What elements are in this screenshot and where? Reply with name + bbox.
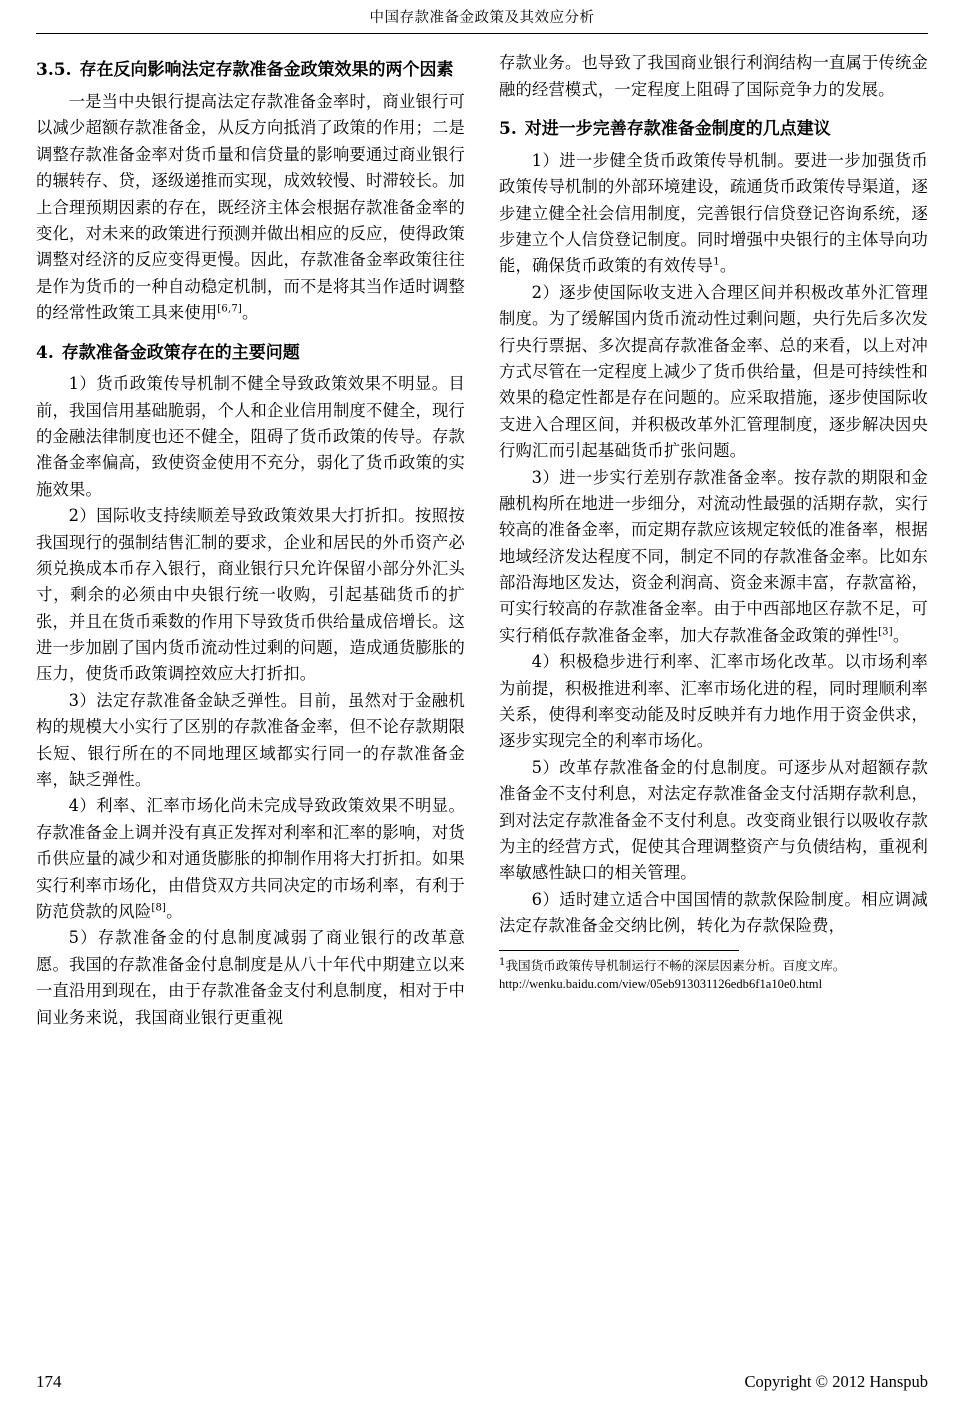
- left-column: [36, 50, 465, 1031]
- heading-3-5: [36, 58, 465, 83]
- two-column-body: [36, 50, 928, 1031]
- heading-3-5-number: 3.5.: [36, 60, 72, 81]
- heading-4: [36, 341, 465, 366]
- footnote-rule: [499, 950, 739, 951]
- paragraph-continuation: 存款业务。也导致了我国商业银行利润结构一直属于传统金融的经营模式，一定程度上阻碍了国际竞争力的发展。: [499, 53, 928, 99]
- list-item: [499, 280, 928, 465]
- heading-5: [499, 117, 928, 142]
- item-label: 4）: [68, 796, 97, 816]
- list-item: [36, 688, 465, 794]
- paragraph-3-5-text: 一是当中央银行提高法定存款准备金率时，商业银行可以减少超额存款准备金，从反方向抵消了政策的作用；二是调整存款准备金率对货币量和信贷量的影响要通过商业银行的辗转存、贷，逐级递推而实现，成效较慢、时滞较长。加上合理预期因素的存在，既经济主体会根据存款准备金率的变化，对未来的政策进行预测并做出相应的反应，使得政策调整对经济的反应变得更慢。因此，存款准备金率政策往往是作为货币的一种自动稳定机制，而不是将其当作适时调整的经常性政策工具来使用: [36, 92, 465, 323]
- item-text: 利率、汇率市场化尚未完成导致政策效果不明显。存款准备金上调并没有真正发挥对利率和汇率的影响，对货币供应量的减少和对通货膨胀的抑制作用将大打折扣。如果实行利率市场化，由借贷双方共同决定的市场利率，有利于防范贷款的风险: [36, 796, 466, 921]
- item-text: 适时建立适合中国国情的款款保险制度。相应调减法定存款准备金交纳比例，转化为存款保险费，: [499, 889, 929, 936]
- heading-5-title: 对进一步完善存款准备金制度的几点建议: [524, 119, 831, 140]
- list-item: [36, 793, 465, 925]
- list-item: [499, 649, 928, 755]
- list-item: [36, 371, 465, 503]
- header-rule: [36, 33, 928, 34]
- list-item: [499, 148, 928, 280]
- item-text: 积极稳步进行利率、汇率市场化改革。以市场利率为前提，积极推进利率、汇率市场化进的程，同时理顺利率关系，使得利率变动能及时反映并有力地作用于资金供求，逐步实现完全的利率市场化。: [499, 652, 929, 751]
- footnote-number: 1: [499, 956, 506, 968]
- paragraph-3-5: [36, 89, 465, 327]
- item-citation: [3]: [878, 626, 893, 638]
- heading-5-number: 5.: [499, 119, 517, 140]
- item-text: 逐步使国际收支进入合理区间并积极改革外汇管理制度。为了缓解国内货币流动性过剩问题，央行先后多次发行央行票据、多次提高存款准备金率、总的来看，以上对冲方式尽管在一定程度上减少了货币供给量，但是可持续性和效果的稳定性都是存在问题的。应采取措施，逐步使国际收支进入合理区间，并积极改革外汇管理制度，逐步解决因央行购汇而引起基础货币扩张问题。: [499, 282, 929, 461]
- item-label: 3）: [531, 467, 560, 487]
- item-text: 货币政策传导机制不健全导致政策效果不明显。目前，我国信用基础脆弱，个人和企业信用制度不健全，现行的金融法律制度也还不健全，阻碍了货币政策的传导。存款准备金率偏高，致使资金使用不充分，弱化了货币政策的实施效果。: [36, 374, 466, 499]
- running-head: 中国存款准备金政策及其效应分析: [369, 10, 595, 26]
- item-label: 6）: [531, 889, 560, 909]
- heading-4-number: 4.: [36, 342, 54, 363]
- page-number: 174: [36, 1372, 62, 1391]
- heading-3-5-title: 存在反向影响法定存款准备金政策效果的两个因素: [79, 60, 454, 81]
- item-text: 进一步健全货币政策传导机制。要进一步加强货币政策传导机制的外部环境建设，疏通货币政策传导渠道，逐步建立健全社会信用制度，完善银行信贷登记咨询系统，逐步建立个人信贷登记制度。同时增强中央银行的主体导向功能，确保货币政策的有效传导: [499, 150, 929, 276]
- item-tail: 。: [166, 902, 183, 921]
- footnote-marker: 1: [713, 256, 720, 268]
- item-label: 5）: [68, 928, 98, 948]
- list-item: [499, 887, 928, 940]
- right-column: [499, 50, 928, 1031]
- list-item: [499, 755, 928, 887]
- item-text: 存款准备金的付息制度减弱了商业银行的改革意愿。我国的存款准备金付息制度是从八十年代中期建立以来一直沿用到现在，由于存款准备金支付利息制度，相对于中间业务来说，我国商业银行更重视: [36, 928, 465, 1027]
- item-label: 5）: [531, 757, 560, 777]
- footnote-body: 我国货币政策传导机制运行不畅的深层因素分析。百度文库。: [505, 957, 846, 973]
- item-text: 进一步实行差别存款准备金率。按存款的期限和金融机构所在地进一步细分，对流动性最强的活期存款，实行较高的准备金率，而定期存款应该规定较低的准备率，根据地域经济发达程度不同，制定不同的存款准备金率。比如东部沿海地区发达，资金利润高、资金来源丰富，存款富裕，可实行较高的存款准备金率。由于中西部地区存款不足，可实行稍低存款准备金率，加大存款准备金政策的弹性: [499, 467, 929, 645]
- item-text: 法定存款准备金缺乏弹性。目前，虽然对于金融机构的规模大小实行了区别的存款准备金率，但不论存款期限长短、银行所在的不同地理区域都实行同一的存款准备金率，缺乏弹性。: [36, 690, 466, 790]
- item-text: 国际收支持续顺差导致政策效果大打折扣。按照按我国现行的强制结售汇制的要求，企业和居民的外币资产必须兑换成本币存入银行，商业银行只允许保留小部分外汇头寸，剩余的必须由中央银行统一收购，引起基础货币的扩张，并且在货币乘数的作用下导致货币供给量成倍增长。这进一步加剧了国内货币流动性过剩的问题，造成通货膨胀的压力，使货币政策调控效应大打折扣。: [36, 506, 466, 684]
- item-tail: 。: [719, 256, 737, 276]
- copyright-notice: Copyright © 2012 Hanspub: [744, 1372, 928, 1391]
- item-citation: [8]: [151, 902, 167, 914]
- paragraph-3-5-tail: 。: [242, 303, 259, 323]
- item-label: 4）: [531, 652, 560, 672]
- footnote-block: [499, 950, 928, 994]
- list-item: [36, 503, 465, 688]
- heading-4-title: 存款准备金政策存在的主要问题: [61, 342, 300, 363]
- page-footer: [36, 1372, 928, 1392]
- footnote-text: [499, 956, 928, 994]
- list-item: [499, 465, 928, 650]
- item-label: 2）: [531, 282, 560, 302]
- citation-6-7: [6,7]: [217, 303, 243, 315]
- list-item: [36, 925, 465, 1031]
- item-label: 3）: [68, 690, 97, 710]
- item-text: 改革存款准备金的付息制度。可逐步从对超额存款准备金不支付利息，对法定存款准备金支付活期存款利息，到对法定存款准备金不支付利息。改变商业银行以吸收存款为主的经营方式，促使其合理调整资产与负债结构，重视利率敏感性缺口的相关管理。: [499, 757, 929, 883]
- item-label: 2）: [68, 506, 97, 526]
- footnote-url[interactable]: http://wenku.baidu.com/view/05eb913031126edb6f1a10e0.html: [499, 976, 823, 991]
- item-label: 1）: [531, 150, 560, 170]
- item-tail: 。: [892, 625, 910, 645]
- item-label: 1）: [68, 374, 97, 394]
